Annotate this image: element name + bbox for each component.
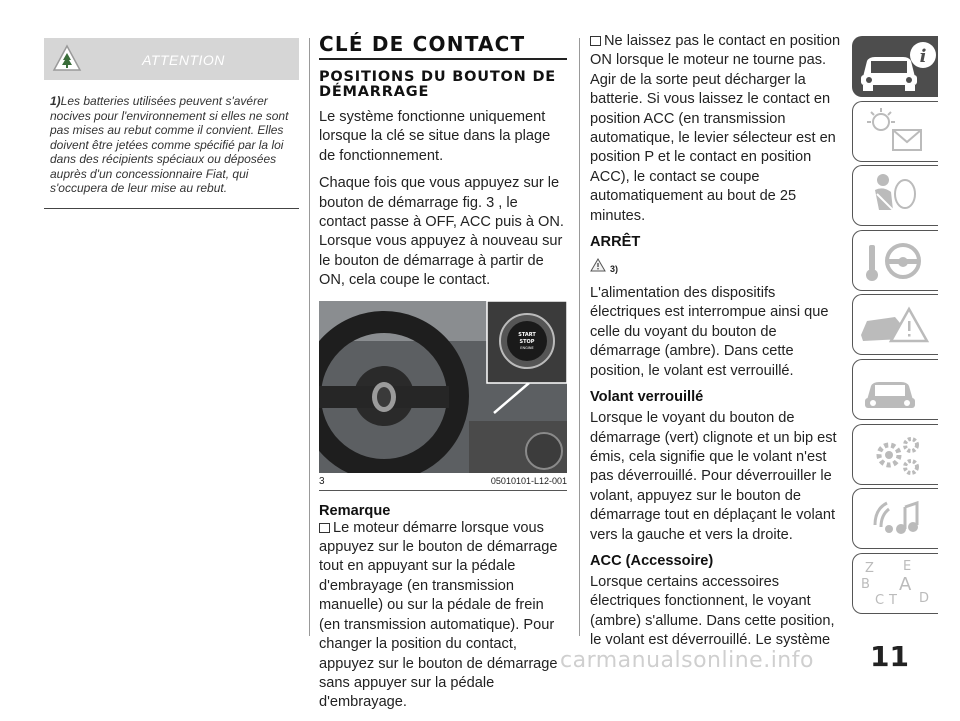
arret-heading: ARRÊT xyxy=(590,234,641,251)
car-maintenance-icon xyxy=(853,360,939,418)
note-icon xyxy=(319,523,330,533)
tab-emergency[interactable] xyxy=(852,294,938,355)
page-number: 11 xyxy=(870,640,909,673)
index-letter: C xyxy=(875,592,885,608)
attention-note-number: 1) xyxy=(50,94,61,108)
index-letter: E xyxy=(903,558,912,574)
remarque-text-1-body: Le moteur démarre lorsque vous appuyez sur le bouton de démarrage tout en appuyant sur la pédale d'embrayage (en transmission manuelle) ou sur la pédale de frein (en transmission automatique). Pour changer la position du contact, appuyez sur le bouton de démarrage sans appuyer sur la pédale d'embrayage. xyxy=(319,519,558,711)
attention-note-text: Les batteries utilisées peuvent s'avérer nocives pour l'environnement si elles ne sont pas mises au rebut comme il convient. Elles doivent être jetées comme spécifié par la loi dans des récipients spéciaux ou déposées auprès d'un concessionnaire Fiat, qui s'occupera de leur mise au rebut. xyxy=(50,94,289,195)
column-right xyxy=(590,32,842,659)
dashboard-photo xyxy=(319,301,567,473)
tab-warning-lights[interactable] xyxy=(852,101,938,162)
index-letter: Z xyxy=(865,560,874,576)
volant-heading: Volant verrouillé xyxy=(590,389,704,406)
index-letter: D xyxy=(919,590,930,606)
volant-text: Lorsque le voyant du bouton de démarrage (vert) clignote et un bip est émis, cela signifie que le volant n'est pas déverrouillé. Pour déverrouiller le volant, appuyez sur le bouton de démarrage tout en déplaçant le volant vers la gauche et vers la droite. xyxy=(590,410,837,543)
warning-lights-icon xyxy=(853,102,939,160)
steering-key-icon xyxy=(853,231,939,289)
column-middle xyxy=(319,32,567,721)
remarque-text-2 xyxy=(590,32,842,226)
intro-paragraph: Le système fonctionne uniquement lorsque la clé se situe dans la plage de fonctionnement. xyxy=(319,109,551,164)
start-button-paragraph: Chaque fois que vous appuyez sur le bouton de démarrage fig. 3 , le contact passe à OFF, ACC puis à ON. Lorsque vous appuyez à nouveau sur le bouton de démarrage à partir de ON, cela coupe le contact. xyxy=(319,175,564,289)
start-label: START xyxy=(518,331,536,338)
remarque-heading: Remarque xyxy=(319,502,391,519)
attention-header xyxy=(44,38,299,80)
section-subtitle: POSITIONS DU BOUTON DE DÉMARRAGE xyxy=(319,69,556,100)
index-icon xyxy=(853,554,939,612)
remarque-text-2-body: Ne laissez pas le contact en position ON lorsque le moteur ne tourne pas. Agir de la sorte peut décharger la batterie. Si vous laissez le contact en position ACC (en transmission automatique, le levier sélecteur est en position P et le contact en position ACC), le contact se coupe automatiquement au bout de 25 minutes. xyxy=(590,33,841,224)
figure-caption xyxy=(319,473,567,491)
note-icon xyxy=(590,36,601,46)
column-divider xyxy=(309,38,310,636)
attention-text xyxy=(44,80,299,209)
arret-text: L'alimentation des dispositifs électriques est interrompue ainsi que celle du voyant du bouton de démarrage (ambre). Dans cette position, le volant est verrouillé. xyxy=(590,285,829,379)
tab-safety[interactable] xyxy=(852,165,938,226)
figure-number: 3 xyxy=(319,475,325,487)
stop-label: STOP xyxy=(519,338,535,345)
warning-ref-number: 3) xyxy=(610,264,619,275)
attention-box xyxy=(44,38,299,209)
safety-airbag-icon xyxy=(853,166,939,224)
index-letter: T xyxy=(889,592,897,608)
tab-multimedia[interactable] xyxy=(852,488,938,549)
remarque-text-1 xyxy=(319,519,567,713)
dashboard-figure xyxy=(319,301,567,473)
index-letter: A xyxy=(899,573,912,595)
technical-data-icon xyxy=(853,425,939,483)
acc-heading: ACC (Accessoire) xyxy=(590,552,714,569)
tab-technical-data[interactable] xyxy=(852,424,938,485)
tab-car-info[interactable] xyxy=(852,36,938,97)
section-title: CLÉ DE CONTACT xyxy=(319,32,567,60)
acc-text: Lorsque certains accessoires électriques fonctionnent, le voyant (ambre) s'allume. Dans cette position, le volant est déverrouillé. Le système xyxy=(590,573,835,649)
attention-title: ATTENTION xyxy=(142,52,225,68)
tab-maintenance[interactable] xyxy=(852,359,938,420)
figure-code: 05010101-L12-001 xyxy=(490,475,567,486)
engine-label: ENGINE xyxy=(520,345,534,350)
index-letter: B xyxy=(861,576,870,592)
tab-starting-driving[interactable] xyxy=(852,230,938,291)
column-divider xyxy=(579,38,580,636)
emergency-icon xyxy=(853,295,939,353)
multimedia-icon xyxy=(853,489,939,547)
warning-reference xyxy=(590,256,842,274)
tab-index[interactable] xyxy=(852,553,938,614)
warning-triangle-icon xyxy=(590,258,606,272)
watermark: carmanualsonline.info xyxy=(560,648,814,673)
svg-text:i: i xyxy=(919,46,927,67)
car-info-icon xyxy=(853,37,939,95)
chapter-tabs xyxy=(852,36,938,617)
